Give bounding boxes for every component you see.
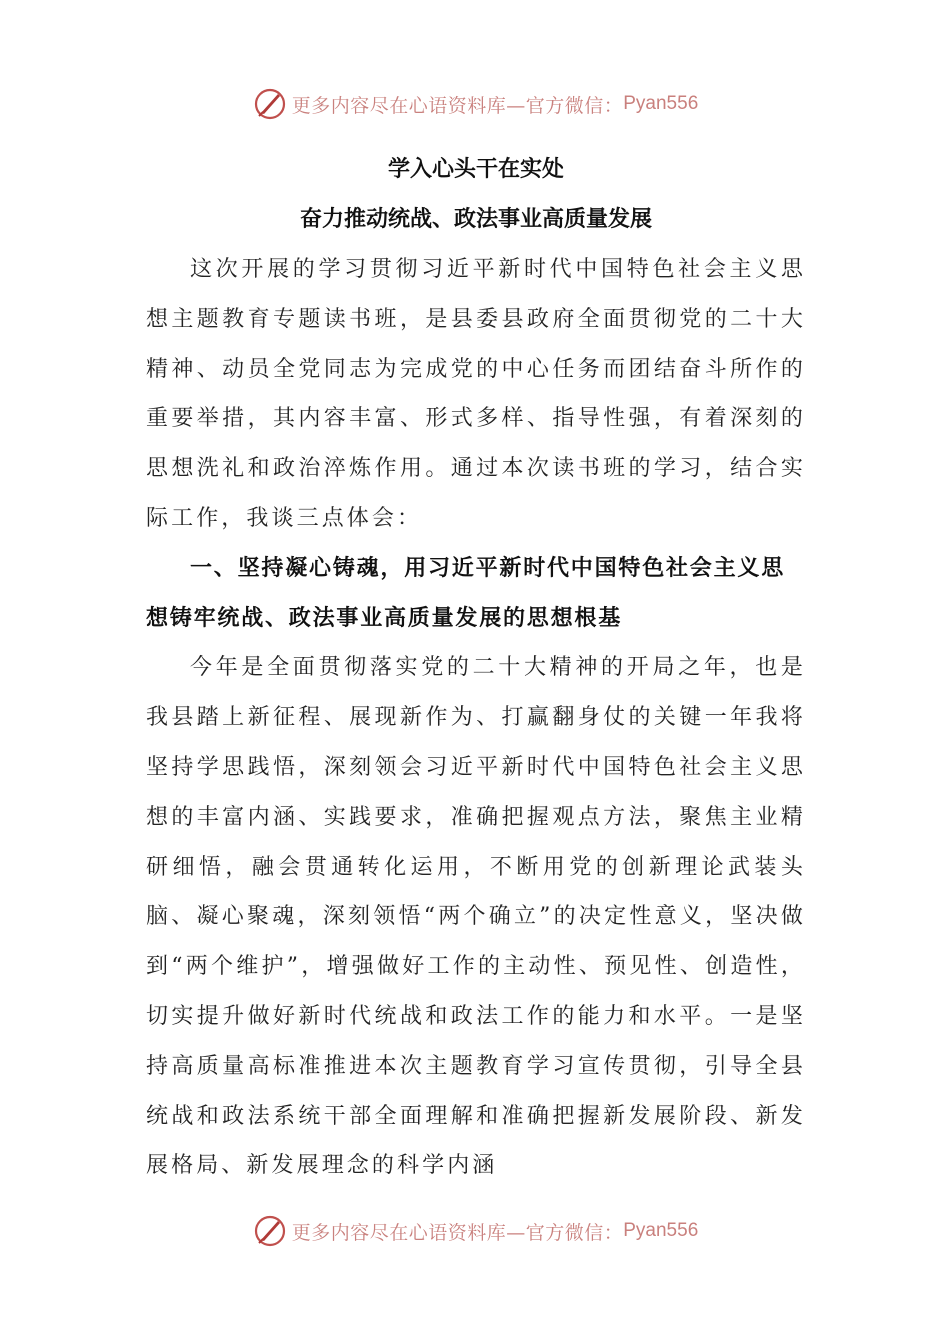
- quill-logo-icon: [252, 86, 288, 122]
- watermark-wechat-id: Pyan556: [623, 93, 699, 114]
- watermark-text: 更多内容尽在心语资料库—官方微信：: [291, 94, 624, 117]
- watermark-footer: [0, 1211, 950, 1251]
- watermark-text: 更多内容尽在心语资料库—官方微信：: [291, 1221, 624, 1244]
- section-1-heading: 一、坚持凝心铸魂，用习近平新时代中国特色社会主义思想铸牢统战、政法事业高质量发展的思想根基: [146, 555, 786, 631]
- title-line-1: 学入心头干在实处: [387, 157, 564, 182]
- quill-logo-icon: [252, 1213, 288, 1249]
- section-1-paragraph: 今年是全面贯彻落实党的二十大精神的开局之年，也是我县踏上新征程、展现新作为、打赢翻身仗的关键一年我将坚持学思践悟，深刻领会习近平新时代中国特色社会主义思想的丰富内涵、实践要求，准确把握观点方法，聚焦主业精研细悟，融会贯通转化运用，不断用党的创新理论武装头脑、凝心聚魂，深刻领悟“两个确立”的决定性意义，坚决做到“两个维护”，增强做好工作的主动性、预见性、创造性，切实提升做好新时代统战和政法工作的能力和水平。一是坚持高质量高标准推进本次主题教育学习宣传贯彻，引导全县统战和政法系统干部全面理解和准确把握新发展阶段、新发展格局、新发展理念的科学内涵: [146, 655, 806, 1179]
- intro-paragraph: 这次开展的学习贯彻习近平新时代中国特色社会主义思想主题教育专题读书班，是县委县政府全面贯彻党的二十大精神、动员全党同志为完成党的中心任务而团结奋斗所作的重要举措，其内容丰富、形式多样、指导性强，有着深刻的思想洗礼和政治淬炼作用。通过本次读书班的学习，结合实际工作，我谈三点体会：: [146, 257, 806, 531]
- watermark-header: [0, 84, 950, 124]
- watermark-wechat-id: Pyan556: [623, 1220, 699, 1241]
- document-body: [146, 145, 806, 1191]
- title-line-2: 奋力推动统战、政法事业高质量发展: [299, 207, 652, 232]
